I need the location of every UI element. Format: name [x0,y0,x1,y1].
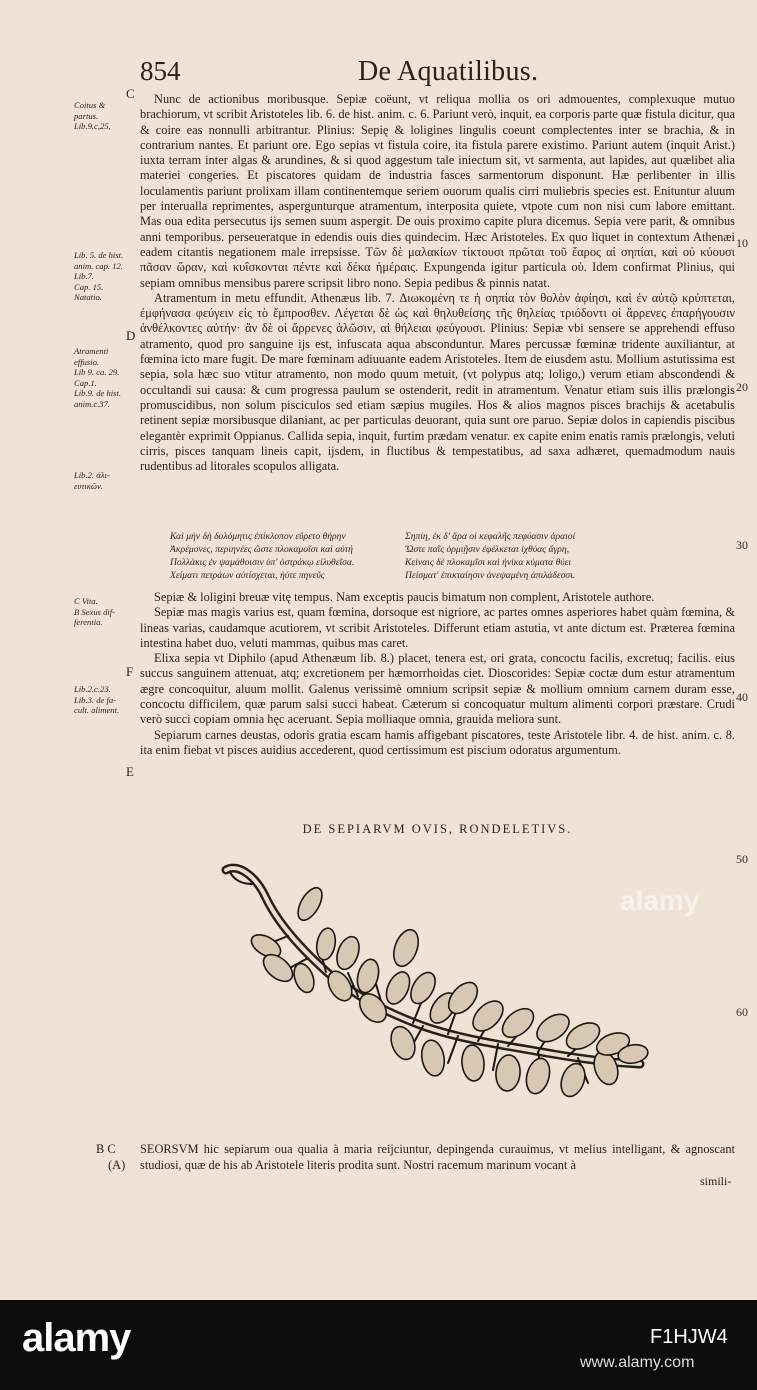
greek-verse: Καὶ μὴν δὴ δολόμητις ἐπίκλοπον εὕρετο θήρην Σηπίη, ἐκ δ' ἄρα οἱ κεφαλῆς πεφύασιν ἀραιοί Ἀκρέμονες, περιηνέες ὥστε πλοκαμοῖσι καὶ αὐτή Ὥστε παῖς ὁρμιῇσιν ἐφέλκεται ἰχθύας ἄγρη, Πολλάκις ἐν ψαμάθοισιν ὑπ' ὀστράκῳ εἰλυθεῖσα. Κείναις δὲ πλοκαμῖσι καὶ ἠνίκα κύματα θύει Χείματι πετράων αὐτίσχεται, ἠύτε πηνεῦς Πείσματ' ἐπικταίησιν ἀνεψαμένη ἀπιλάδεσσι. [170,531,576,581]
main-text-lower [140,590,735,758]
paragraph-alimentum: Elixa sepia vt Diphilo (apud Athenæum lib. 8.) placet, tenera est, ori grata, concoctu facilis, excretuq; facilis. eius succus sanguinem attenuat, atq; excretionem per hæmorrhoidas ciet. Dioscorides: Sepiæ coctæ dum estur atramentum ægre concoquitur, aluum mollit. Galenus verissimè omnium scripsit sepiæ & mollium omnium carnem duram esse, concoctu difficilem, quæ parum salsi succi habeat. Cæterum si concoquatur multum alimenti corpori præstare. Crudi verò succi copiam omnia hęc aceruant. Sepia molliaque omnia, grauida meliora sunt. [140,651,735,727]
line-number: 10 [736,236,748,250]
sidenote-atramenti: Atramenti effusio. Lib 9. ca. 29. Cap.1. Lib.9. de hist. anim.c.37. [74,346,122,409]
paragraph-odoratus: Sepiarum carnes deustas, odoris gratia escam hamis affigebant piscatores, teste Aristotele libr. 4. de hist. anim. c. 8. ita enim fiebat vt pisces auidius accederent, quod certissimum est piscium odoratus argumentum. [140,727,735,757]
margin-letter-d: D [126,328,136,343]
bottom-margin-letters: B C [96,1142,116,1156]
sidenote-coitus: Coitus & partus. Lib.9.c,25, [74,100,111,132]
paragraph-coitus: Nunc de actionibus moribusque. Sepiæ coëunt, vt reliqua mollia os ori admouentes, complexuque mutuo brachiorum, vt scribit Aristoteles lib. 6. de hist. anim. c. 6. Pariunt verò, inquit, ea corporis parte quæ fistula dicitur, qua & coire eas nonnulli arbitrantur. Plinius: Sepię & loligines lingulis coeunt complectentes inter se brachia, & in contrarium nantes. Et pariunt ore. Ego sepias vt fistula coire, ita fistula parere existimo. Pariunt autem (inquit Arist.) iuxta terram inter algas & arundines, & si quod aggestum tale iniectum sit, vt sarmenta, aut lapides, aut quælibet alia materiei congeries. Et piscatores quidam de industria fasces sarmentorum disponunt. Hæ perlibenter in illis loculamentis pariunt prolixam illam continentemque seriem ouorum qualis cirri muliebris species est. Enituntur aluum per interualla reprimentes, aspergunturque atramentum, interposita quiete, vtpote cum non nisi cum labore emittant. Mas oua edita persecutus ijs semen suum aspergit. De ouis proximo capite plura dicemus. Sepia vere parit, & omnibus anni temporibus. perseueratque in edendis ouis dies quindecim. Hæc Aristoteles. Ex quo liquet in contextum Athenæi eadem citantis negationem male irrepsisse. Τῶν δὲ μαλακίων τίκτουσι πρῶται τοῦ ἔαρος αἱ σηπίαι, καὶ οὐ κύουσι πᾶσαν ὥραν, καὶ κυΐσκονται πέντε καὶ δέκα ἡμέραις. Expungenda igitur particula οὐ. Idem confirmat Plinius, qui sepiam omnibus mensibus parere scripsit libro nono. Sepia pedibus & pinnis natat. [140,92,735,290]
margin-letter-e: E [126,764,134,779]
line-number: 60 [736,1005,748,1019]
bottom-text: SEORSVM hic sepiarum oua qualia à maria reijciuntur, depingenda curauimus, vt melius intelligant, & agnoscant studiosi, quæ de his ab Aristotele literis prodita sunt. Nostri racemum marinum vocant à [140,1142,735,1172]
stock-url: www.alamy.com [580,1354,695,1371]
line-number: 30 [736,538,748,552]
sidenote-natatio: Lib. 5. de hist. anim. cap. 12. Lib.7. Cap. 15. Natatio. [74,250,124,303]
paragraph-atramentum: Atramentum in metu effundit. Athenæus lib. 7. Διωκομένη τε ἡ σηπία τὸν θολὸν ἀφίησι, καὶ ἐν αὐτῷ κρύπτεται, ἐμφήνασα φεύγειν εἰς τὸ ἔμπροσθεν. Λέγεται δὲ ὡς καὶ θηλυθείσης τῆς θηλείας τριόδοντι οἱ ἄρρενες ἐπαρήγουσιν ἀνθέλκοντες αὐτήν· ἂν δὲ οἱ ἄρρενες ἁλῶσιν, αἱ θήλειαι φεύγουσι. Plinius: Sepiæ vbi sensere se apprehendi effuso atramento, quod pro sanguine ijs est, infuscata aqua absconduntur. Mares percussæ fœminæ tridente auxiliantur, at fœmina icto mare fugit. De mare fœminam adiuuante eadem Aristoteles. Item de eiusdem astu. Mollium astutissima est sepia, sola hæc suo vtitur atramento, non modo quum metuit, (vt polypus atq; loligo,) verum etiam abscondendi & occultandi sui causa: & cum progressa paulum se ostenderit, redit in atramentum. Venatur etiam suis illis prælongis promuscidibus, non solum pisciculos sed etiam sæpius mugiles. Hos & alios magnos pisces brachijs & acetabulis retinent sepiæ morsibusque dilaniant, ac per particulas deuorant, quia sunt ore paruo. Sepiæ dolos in capiendis piscibus elegantèr exprimit Oppianus. Callida sepia, inquit, furtim prædam venatur. ex capite enim enatis ramis prælongis, veluti cirris, pisces tanquam lineis capit, ijsdem, in fluctibus & tempestatibus, ad saxa adhæret, quemadmodum nauis rudentibus ad litorales scopulos alligata. [140,290,735,474]
bottom-margin-paren: (A) [108,1158,126,1172]
paragraph-sexus: Sepiæ mas magis varius est, quam fœmina, dorsoque est nigriore, ac partes omnes asperiores habet quàm fœmina, & lineas varias, caudamque acutiorem, vt scribit Aristoteles. Differunt etiam astutia, vt ante dictum est. Præterea fœmina intestina habet duo, veluti mammas, quibus mas caret. [140,605,735,650]
paragraph-vita: Sepiæ & loligini breuæ vitę tempus. Nam exceptis paucis bimatum non complent, Aristotele authore. [154,590,655,604]
catchword: simili- [700,1174,732,1188]
bottom-paragraph [96,1142,735,1173]
sidenote-vita: C Vita. B Sexus dif- ferentia. [74,596,116,628]
main-text-upper [140,92,735,474]
line-number: 50 [736,852,748,866]
sepia-eggs-woodcut [208,858,658,1108]
stock-logo: alamy [22,1316,131,1360]
page-number: 854 [140,56,181,86]
margin-letter-c: C [126,86,135,101]
line-number: 20 [736,380,748,394]
sidenote-halieutica: Lib.2. ἁλι- ευτικῶν. [74,470,110,491]
margin-letter-f: F [126,664,134,679]
section-title: DE SEPIARVM OVIS, RONDELETIVS. [302,822,573,836]
sidenote-alimentum: Lib.2.c.23. Lib.3. de fa- cult. aliment. [74,684,120,716]
line-number: 40 [736,690,748,704]
watermark: alamy [620,885,700,916]
running-head: De Aquatilibus. [358,56,539,87]
image-code: F1HJW4 [650,1326,728,1348]
